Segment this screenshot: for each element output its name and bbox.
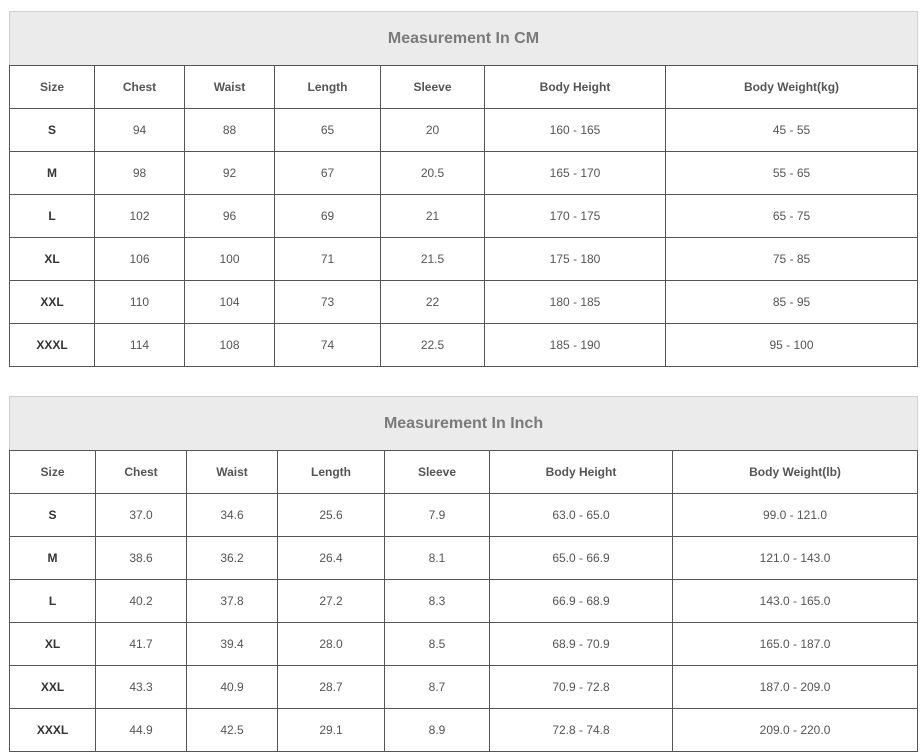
table-header-row	[10, 451, 918, 494]
table-cell: 26.4	[278, 537, 385, 580]
table-cell: 42.5	[187, 709, 278, 752]
table-row	[10, 238, 918, 281]
table-cell: 20.5	[381, 152, 485, 195]
table-cell: 43.3	[96, 666, 187, 709]
table-cell: 65 - 75	[666, 195, 918, 238]
table-cell: 102	[95, 195, 185, 238]
table-title-row	[10, 397, 918, 451]
table-cell: 165.0 - 187.0	[673, 623, 918, 666]
table-row	[10, 324, 918, 367]
table-cell: 99.0 - 121.0	[673, 494, 918, 537]
table-cell: 74	[275, 324, 381, 367]
table-cell: 106	[95, 238, 185, 281]
table-cell: 45 - 55	[666, 109, 918, 152]
table-cell: 71	[275, 238, 381, 281]
size-label: XXXL	[10, 324, 95, 367]
size-label: L	[10, 195, 95, 238]
column-header: Body Weight(lb)	[673, 451, 918, 494]
table-cell: 29.1	[278, 709, 385, 752]
size-label: XXXL	[10, 709, 96, 752]
table-cell: 108	[185, 324, 275, 367]
table-cell: 8.3	[385, 580, 490, 623]
table-cell: 41.7	[96, 623, 187, 666]
table-cell: 22	[381, 281, 485, 324]
table-row	[10, 281, 918, 324]
table-cell: 165 - 170	[485, 152, 666, 195]
table-cell: 98	[95, 152, 185, 195]
table-title: Measurement In CM	[10, 12, 918, 66]
table-row	[10, 195, 918, 238]
size-label: XXL	[10, 666, 96, 709]
column-header: Body Weight(kg)	[666, 66, 918, 109]
table-cell: 8.1	[385, 537, 490, 580]
column-header: Length	[275, 66, 381, 109]
table-cell: 143.0 - 165.0	[673, 580, 918, 623]
table-row	[10, 666, 918, 709]
table-cell: 21.5	[381, 238, 485, 281]
table-cell: 40.2	[96, 580, 187, 623]
table-cell: 55 - 65	[666, 152, 918, 195]
table-cell: 34.6	[187, 494, 278, 537]
table-header-row	[10, 66, 918, 109]
table-cell: 88	[185, 109, 275, 152]
table-cell: 44.9	[96, 709, 187, 752]
table-cell: 27.2	[278, 580, 385, 623]
table-row	[10, 537, 918, 580]
column-header: Sleeve	[381, 66, 485, 109]
table-cell: 37.8	[187, 580, 278, 623]
size-label: M	[10, 152, 95, 195]
table-cell: 8.7	[385, 666, 490, 709]
table-cell: 95 - 100	[666, 324, 918, 367]
table-cell: 175 - 180	[485, 238, 666, 281]
size-label: S	[10, 494, 96, 537]
table-cell: 96	[185, 195, 275, 238]
table-cell: 66.9 - 68.9	[490, 580, 673, 623]
column-header: Size	[10, 451, 96, 494]
column-header: Body Height	[485, 66, 666, 109]
table-cell: 180 - 185	[485, 281, 666, 324]
size-label: XL	[10, 623, 96, 666]
table-cell: 68.9 - 70.9	[490, 623, 673, 666]
table-cell: 39.4	[187, 623, 278, 666]
table-cell: 114	[95, 324, 185, 367]
table-cell: 185 - 190	[485, 324, 666, 367]
column-header: Waist	[187, 451, 278, 494]
table-cell: 100	[185, 238, 275, 281]
size-chart-inch	[9, 396, 918, 752]
table-cell: 75 - 85	[666, 238, 918, 281]
table-cell: 8.5	[385, 623, 490, 666]
table-cell: 69	[275, 195, 381, 238]
size-label: M	[10, 537, 96, 580]
table-cell: 22.5	[381, 324, 485, 367]
table-cell: 25.6	[278, 494, 385, 537]
table-row	[10, 709, 918, 752]
table-cell: 38.6	[96, 537, 187, 580]
column-header: Chest	[96, 451, 187, 494]
size-label: L	[10, 580, 96, 623]
table-cell: 70.9 - 72.8	[490, 666, 673, 709]
table-cell: 8.9	[385, 709, 490, 752]
table-row	[10, 152, 918, 195]
table-cell: 7.9	[385, 494, 490, 537]
table-cell: 104	[185, 281, 275, 324]
table-cell: 110	[95, 281, 185, 324]
table-row	[10, 109, 918, 152]
table-cell: 209.0 - 220.0	[673, 709, 918, 752]
table-cell: 20	[381, 109, 485, 152]
table-cell: 28.7	[278, 666, 385, 709]
table-row	[10, 494, 918, 537]
column-header: Chest	[95, 66, 185, 109]
table-row	[10, 580, 918, 623]
table-cell: 65.0 - 66.9	[490, 537, 673, 580]
table-cell: 37.0	[96, 494, 187, 537]
table-cell: 67	[275, 152, 381, 195]
table-cell: 28.0	[278, 623, 385, 666]
size-label: XL	[10, 238, 95, 281]
column-header: Body Height	[490, 451, 673, 494]
table-cell: 72.8 - 74.8	[490, 709, 673, 752]
table-cell: 94	[95, 109, 185, 152]
table-cell: 85 - 95	[666, 281, 918, 324]
table-cell: 36.2	[187, 537, 278, 580]
table-cell: 160 - 165	[485, 109, 666, 152]
table-cell: 170 - 175	[485, 195, 666, 238]
table-cell: 21	[381, 195, 485, 238]
table-title: Measurement In Inch	[10, 397, 918, 451]
table-cell: 92	[185, 152, 275, 195]
table-row	[10, 623, 918, 666]
table-cell: 121.0 - 143.0	[673, 537, 918, 580]
column-header: Sleeve	[385, 451, 490, 494]
size-chart-cm	[9, 11, 918, 367]
table-cell: 65	[275, 109, 381, 152]
table-cell: 73	[275, 281, 381, 324]
table-cell: 187.0 - 209.0	[673, 666, 918, 709]
column-header: Waist	[185, 66, 275, 109]
column-header: Length	[278, 451, 385, 494]
table-title-row	[10, 12, 918, 66]
table-cell: 63.0 - 65.0	[490, 494, 673, 537]
size-label: S	[10, 109, 95, 152]
size-label: XXL	[10, 281, 95, 324]
table-cell: 40.9	[187, 666, 278, 709]
column-header: Size	[10, 66, 95, 109]
